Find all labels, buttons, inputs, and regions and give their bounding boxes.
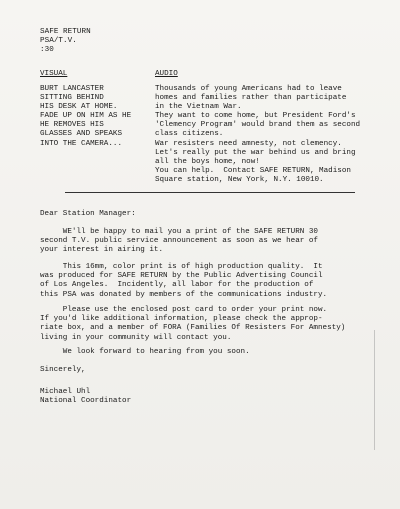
letter-paragraph-1 xyxy=(40,228,385,256)
audio-line: Square station, New York, N.Y. 10010. xyxy=(155,175,324,184)
salutation-text: Dear Station Manager: xyxy=(40,210,136,218)
letter-salutation xyxy=(40,210,385,219)
signer-title: National Coordinator xyxy=(40,397,132,406)
audio-line: Thousands of young Americans had to leave xyxy=(155,85,342,93)
audio-line: in the Vietnam War. xyxy=(155,103,242,112)
visual-line: HE REMOVES HIS xyxy=(40,121,104,130)
audio-line: class citizens. xyxy=(155,130,224,139)
paragraph-line: This 16mm, color print is of high production quality. It xyxy=(40,263,323,271)
letter-paragraph-3 xyxy=(40,306,385,343)
paragraph-line: If you'd like additional information, please check the approp- xyxy=(40,315,323,324)
script-title: SAFE RETURN xyxy=(40,28,91,36)
paragraph-line: your interest in airing it. xyxy=(40,246,164,255)
audio-line: homes and families rather than participate xyxy=(155,94,347,103)
script-duration: :30 xyxy=(40,46,54,54)
paragraph-line: of Los Angeles. Incidently, all labor for the production of xyxy=(40,281,314,290)
visual-line: BURT LANCASTER xyxy=(40,85,104,93)
paragraph-line: this PSA was donated by members of the communications industry. xyxy=(40,290,328,299)
audio-line: They want to come home, but President Ford's xyxy=(155,112,356,121)
visual-line: HIS DESK AT HOME. xyxy=(40,103,118,112)
audio-line: Let's really put the war behind us and bring xyxy=(155,148,356,157)
paragraph-line: riate box, and a member of FORA (Families Of Resisters For Amnesty) xyxy=(40,324,346,333)
audio-line: 'Clemency Program' would brand them as second xyxy=(155,121,361,130)
paragraph-line: We look forward to hearing from you soon. xyxy=(40,348,250,356)
letter-closing xyxy=(40,366,385,375)
letter-paragraph-2 xyxy=(40,263,385,300)
separator-rule xyxy=(65,192,355,193)
closing-text: Sincerely, xyxy=(40,366,86,374)
audio-column xyxy=(155,85,390,185)
letter-signature-block xyxy=(40,388,385,406)
paragraph-line: living in your community will contact you. xyxy=(40,333,232,342)
visual-line: SITTING BEHIND xyxy=(40,94,104,103)
signer-name: Michael Uhl xyxy=(40,388,91,396)
script-type: PSA/T.V. xyxy=(40,37,77,45)
scan-mark xyxy=(374,330,375,450)
visual-line: FADE UP ON HIM AS HE xyxy=(40,112,132,121)
audio-line: all the boys home, now! xyxy=(155,157,260,166)
visual-line: GLASSES AND SPEAKS xyxy=(40,130,123,139)
audio-line: You can help. Contact SAFE RETURN, Madison xyxy=(155,166,351,175)
audio-line: War resisters need amnesty, not clemency. xyxy=(155,139,342,148)
paragraph-line: WE'll be happy to mail you a print of the SAFE RETURN 30 xyxy=(40,228,318,236)
letter-paragraph-4 xyxy=(40,348,385,357)
visual-line: INTO THE CAMERA... xyxy=(40,139,123,148)
paragraph-line: was produced for SAFE RETURN by the Public Advertising Council xyxy=(40,272,323,281)
audio-heading: AUDIO xyxy=(155,70,178,78)
visual-heading: VISUAL xyxy=(40,70,68,78)
paragraph-line: second T.V. public service announcement as soon as we hear of xyxy=(40,237,318,246)
visual-column xyxy=(40,85,160,149)
paragraph-line: Please use the enclosed post card to order your print now. xyxy=(40,306,328,314)
